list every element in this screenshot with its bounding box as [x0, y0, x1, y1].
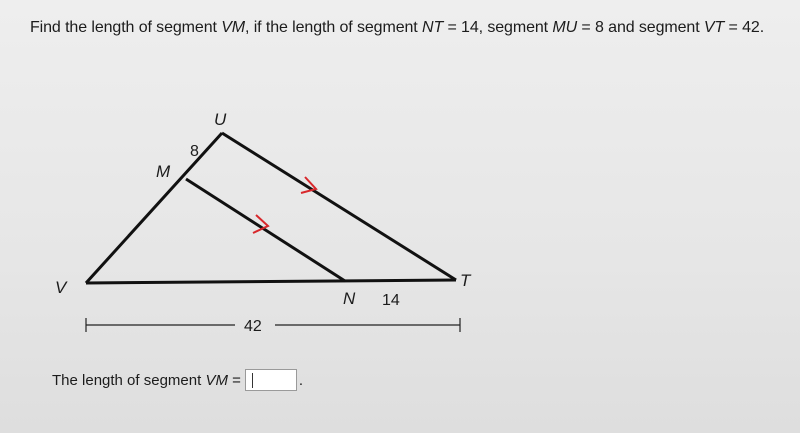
label-t: T [460, 271, 471, 290]
answer-row [52, 369, 303, 391]
label-m: M [156, 162, 171, 181]
text-caret [252, 373, 253, 388]
length-nt: 14 [382, 292, 400, 309]
segment-vu [86, 133, 222, 283]
answer-input[interactable] [245, 369, 297, 391]
question-text: Find the length of segment VM, if the length of segment NT = 14, segment MU = 8 and segment VT = 42. [30, 19, 765, 36]
length-mu: 8 [190, 143, 199, 160]
answer-period: . [298, 371, 304, 389]
segment-vt [86, 280, 456, 283]
label-n: N [343, 289, 356, 308]
label-u: U [214, 110, 227, 129]
segment-ut [222, 133, 456, 280]
length-vt: 42 [244, 318, 262, 335]
label-v: V [55, 278, 67, 297]
answer-prompt: The length of segment VM = [52, 371, 241, 389]
